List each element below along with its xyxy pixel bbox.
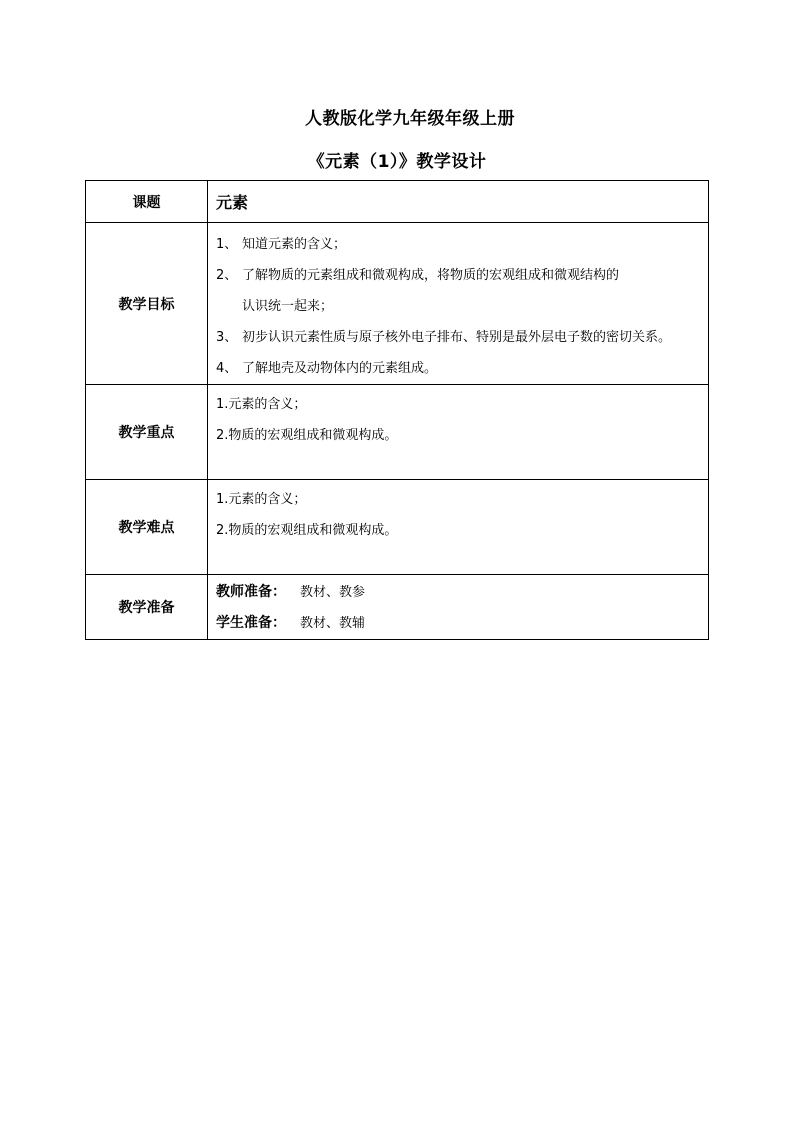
- objective-number: 1、: [216, 237, 238, 252]
- student-preparation: [216, 608, 708, 639]
- objectives-label: 教学目标: [86, 223, 208, 385]
- lesson-plan-table: [85, 180, 709, 640]
- preparation-row: [86, 575, 709, 640]
- list-item: [216, 322, 708, 353]
- list-item: 1.元素的含义；: [216, 492, 307, 507]
- objective-text: 了解物质的元素组成和微观构成，将物质的宏观组成和微观结构的: [242, 268, 620, 283]
- list-item: [216, 353, 708, 384]
- objectives-list: [216, 223, 708, 384]
- teacher-preparation-key: 教师准备：: [216, 584, 286, 600]
- key-points-list: [216, 385, 708, 451]
- list-item: 2.物质的宏观组成和微观构成。: [216, 523, 398, 538]
- student-preparation-key: 学生准备：: [216, 615, 286, 631]
- key-points-row: [86, 385, 709, 480]
- document-title: 人教版化学九年级年级上册: [305, 109, 515, 129]
- student-preparation-value: 教材、教辅: [300, 616, 366, 631]
- topic-value: 元素: [208, 181, 709, 223]
- difficult-points-label: 教学难点: [86, 480, 208, 575]
- preparation-cell: [208, 575, 709, 640]
- key-points-cell: [208, 385, 709, 480]
- objective-number: 2、: [216, 268, 238, 283]
- key-points-label: 教学重点: [86, 385, 208, 480]
- objective-number: 3、: [216, 330, 238, 345]
- difficult-points-list: [216, 480, 708, 546]
- list-item: 1.元素的含义；: [216, 397, 307, 412]
- difficult-points-cell: [208, 480, 709, 575]
- list-item: [216, 260, 708, 291]
- preparation-label: 教学准备: [86, 575, 208, 640]
- objective-number: 4、: [216, 361, 238, 376]
- objective-continuation: 认识统一起来；: [242, 299, 334, 314]
- teacher-preparation: [216, 577, 708, 608]
- topic-row: [86, 181, 709, 223]
- difficult-points-row: [86, 480, 709, 575]
- preparation-list: [216, 575, 708, 639]
- list-item: [216, 229, 708, 260]
- objective-text: 初步认识元素性质与原子核外电子排布、特别是最外层电子数的密切关系。: [242, 330, 672, 345]
- objectives-row: [86, 223, 709, 385]
- document-subtitle: 《元素（1）》教学设计: [307, 152, 487, 172]
- objective-text: 了解地壳及动物体内的元素组成。: [242, 361, 438, 376]
- teacher-preparation-value: 教材、教参: [300, 585, 366, 600]
- objective-text: 知道元素的含义；: [242, 237, 347, 252]
- objectives-cell: [208, 223, 709, 385]
- topic-label: 课题: [86, 181, 208, 223]
- list-item: 2.物质的宏观组成和微观构成。: [216, 428, 398, 443]
